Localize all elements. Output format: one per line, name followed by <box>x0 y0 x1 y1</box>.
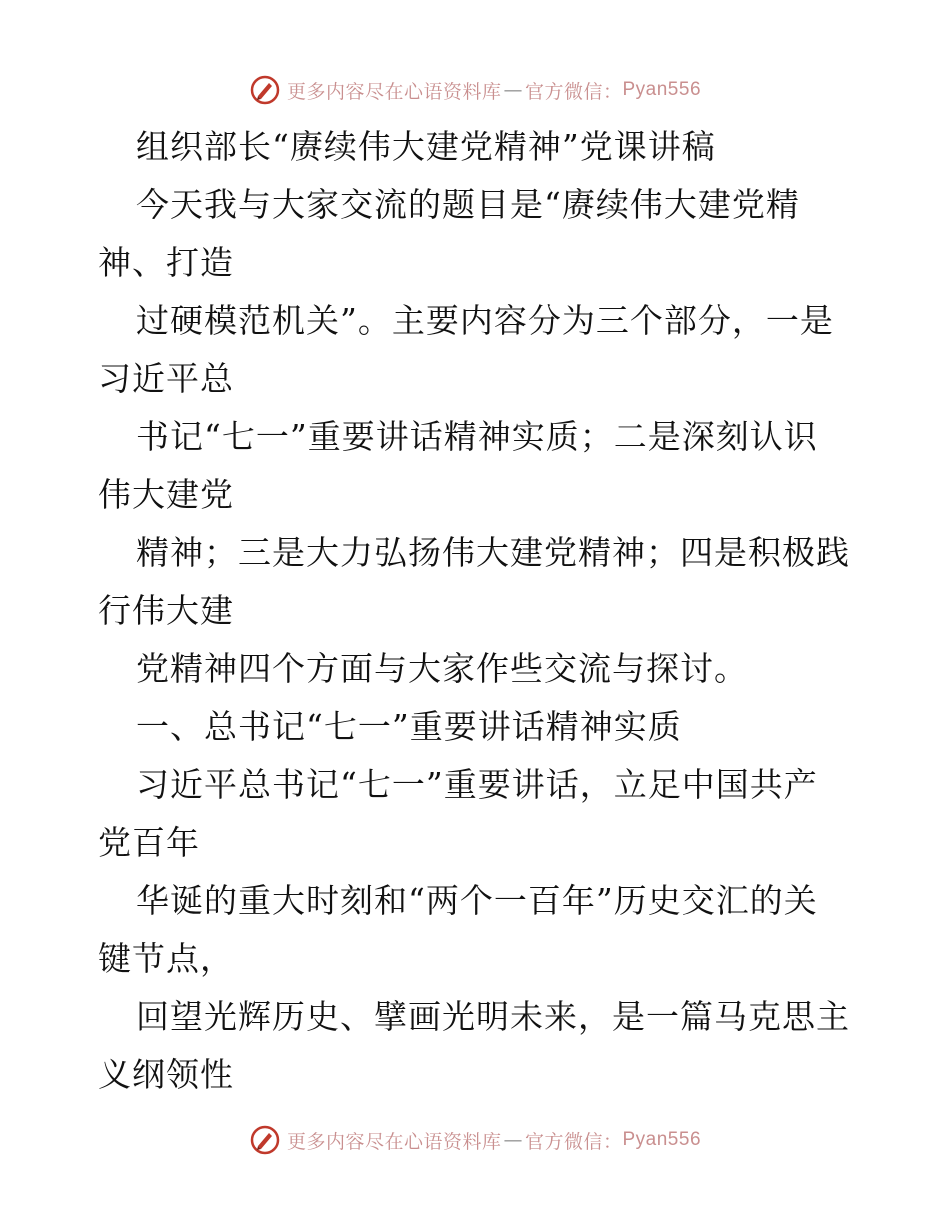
pen-circle-logo-icon <box>249 1124 281 1156</box>
paragraph-line: 党百年 <box>98 823 200 862</box>
watermark-wechat-id: Pyan556 <box>622 1129 702 1150</box>
paragraph-line: 书记“七一”重要讲话精神实质；二是深刻认识 <box>136 417 818 456</box>
pen-circle-logo-icon <box>249 74 281 106</box>
paragraph-line: 今天我与大家交流的题目是“赓续伟大建党精 <box>136 185 800 224</box>
paragraph-line: 习近平总 <box>98 359 234 398</box>
paragraph-line: 华诞的重大时刻和“两个一百年”历史交汇的关 <box>136 881 818 920</box>
footer-watermark <box>0 1120 950 1160</box>
paragraph-line: 习近平总书记“七一”重要讲话，立足中国共产 <box>136 765 818 804</box>
paragraph-line: 义纲领性 <box>98 1055 234 1094</box>
watermark-wechat-label: 官方微信： <box>524 1130 623 1153</box>
watermark-site-text: 更多内容尽在心语资料库 <box>286 1130 502 1153</box>
paragraph-line: 过硬模范机关”。主要内容分为三个部分，一是 <box>136 301 834 340</box>
section-heading: 一、总书记“七一”重要讲话精神实质 <box>136 707 682 746</box>
paragraph-line: 伟大建党 <box>98 475 234 514</box>
watermark-wechat-id: Pyan556 <box>622 79 702 100</box>
paragraph-line: 键节点， <box>98 939 234 978</box>
watermark-site-text: 更多内容尽在心语资料库 <box>286 80 502 103</box>
watermark-separator: — <box>503 1129 523 1151</box>
document-title: 组织部长“赓续伟大建党精神”党课讲稿 <box>136 127 716 166</box>
paragraph-line: 行伟大建 <box>98 591 234 630</box>
watermark-wechat-label: 官方微信： <box>524 80 623 103</box>
paragraph-line: 回望光辉历史、擘画光明未来，是一篇马克思主 <box>136 997 850 1036</box>
watermark-separator: — <box>503 79 523 101</box>
paragraph-line: 精神；三是大力弘扬伟大建党精神；四是积极践 <box>136 533 850 572</box>
header-watermark <box>0 70 950 110</box>
document-body <box>98 118 858 1104</box>
paragraph-line: 党精神四个方面与大家作些交流与探讨。 <box>136 649 748 688</box>
paragraph-line: 神、打造 <box>98 243 234 282</box>
